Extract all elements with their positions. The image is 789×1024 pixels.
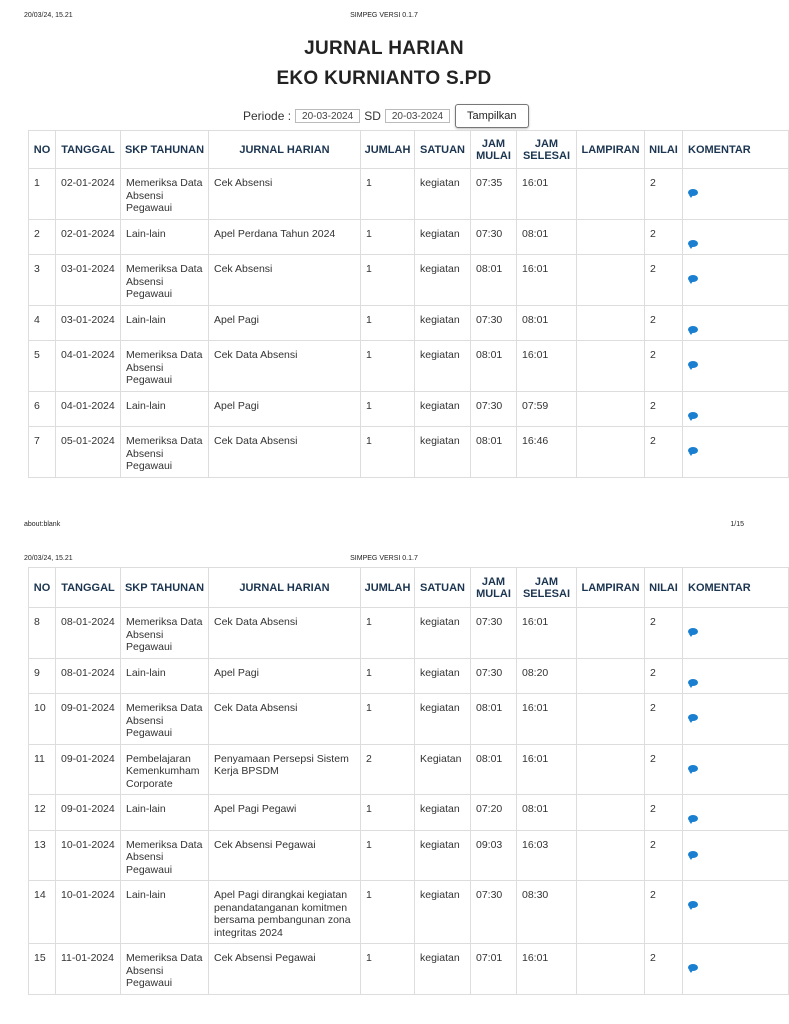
print-page-number: 1/15 xyxy=(730,521,744,528)
col-header-tanggal: TANGGAL xyxy=(56,131,121,169)
print-header-page1 xyxy=(24,12,744,24)
cell-komentar xyxy=(683,795,789,831)
cell-jurnal: Cek Data Absensi xyxy=(209,427,361,478)
cell-nilai: 2 xyxy=(645,169,683,220)
cell-lampiran xyxy=(577,944,645,995)
table-row xyxy=(29,658,789,694)
cell-skp: Pembelajaran Kemenkumham Corporate xyxy=(121,744,209,795)
cell-no: 12 xyxy=(29,795,56,831)
cell-satuan: kegiatan xyxy=(415,881,471,944)
cell-jam-selesai: 16:01 xyxy=(517,255,577,306)
cell-satuan: kegiatan xyxy=(415,219,471,255)
cell-no: 13 xyxy=(29,830,56,881)
cell-lampiran xyxy=(577,341,645,392)
cell-komentar xyxy=(683,341,789,392)
comment-bubble-icon[interactable] xyxy=(688,714,698,721)
cell-lampiran xyxy=(577,830,645,881)
cell-jam-selesai: 07:59 xyxy=(517,391,577,427)
cell-jumlah: 1 xyxy=(361,608,415,659)
cell-jumlah: 1 xyxy=(361,255,415,306)
cell-satuan: kegiatan xyxy=(415,694,471,745)
period-filter xyxy=(243,104,529,128)
cell-jam-mulai: 07:30 xyxy=(471,881,517,944)
cell-jam-mulai: 09:03 xyxy=(471,830,517,881)
cell-jumlah: 1 xyxy=(361,341,415,392)
employee-name: EKO KURNIANTO S.PD xyxy=(276,68,492,89)
cell-lampiran xyxy=(577,608,645,659)
cell-skp: Memeriksa Data Absensi Pegawaui xyxy=(121,255,209,306)
col-header-skp: SKP TAHUNAN xyxy=(121,131,209,169)
cell-jam-selesai: 08:01 xyxy=(517,795,577,831)
cell-satuan: Kegiatan xyxy=(415,744,471,795)
cell-jumlah: 1 xyxy=(361,830,415,881)
cell-jam-mulai: 07:30 xyxy=(471,608,517,659)
cell-nilai: 2 xyxy=(645,391,683,427)
table-row xyxy=(29,391,789,427)
cell-jumlah: 1 xyxy=(361,169,415,220)
cell-jam-mulai: 07:35 xyxy=(471,169,517,220)
cell-jam-selesai: 08:30 xyxy=(517,881,577,944)
cell-satuan: kegiatan xyxy=(415,658,471,694)
col-header-jam-mulai: JAM MULAI xyxy=(471,568,517,608)
cell-no: 4 xyxy=(29,305,56,341)
col-header-jurnal: JURNAL HARIAN xyxy=(209,568,361,608)
cell-jurnal: Apel Pagi Pegawi xyxy=(209,795,361,831)
cell-nilai: 2 xyxy=(645,744,683,795)
cell-no: 15 xyxy=(29,944,56,995)
cell-nilai: 2 xyxy=(645,427,683,478)
cell-jurnal: Cek Absensi Pegawai xyxy=(209,944,361,995)
cell-satuan: kegiatan xyxy=(415,944,471,995)
cell-satuan: kegiatan xyxy=(415,391,471,427)
col-header-jurnal: JURNAL HARIAN xyxy=(209,131,361,169)
cell-jurnal: Apel Perdana Tahun 2024 xyxy=(209,219,361,255)
cell-satuan: kegiatan xyxy=(415,608,471,659)
table-header-row xyxy=(29,131,789,169)
journal-table-page1-wrap xyxy=(28,130,751,496)
cell-nilai: 2 xyxy=(645,255,683,306)
table-row xyxy=(29,795,789,831)
table-row xyxy=(29,830,789,881)
table-row xyxy=(29,427,789,478)
cell-tanggal: 10-01-2024 xyxy=(56,881,121,944)
cell-tanggal: 02-01-2024 xyxy=(56,169,121,220)
cell-jumlah: 1 xyxy=(361,391,415,427)
comment-bubble-icon[interactable] xyxy=(688,765,698,772)
cell-no: 14 xyxy=(29,881,56,944)
cell-satuan: kegiatan xyxy=(415,255,471,306)
cell-jam-mulai: 08:01 xyxy=(471,694,517,745)
cell-no: 7 xyxy=(29,427,56,478)
table-row xyxy=(29,169,789,220)
cell-nilai: 2 xyxy=(645,305,683,341)
table-header-row xyxy=(29,568,789,608)
cell-jurnal: Penyamaan Persepsi Sistem Kerja BPSDM xyxy=(209,744,361,795)
table-row xyxy=(29,881,789,944)
cell-jurnal: Cek Absensi xyxy=(209,169,361,220)
cell-tanggal: 04-01-2024 xyxy=(56,341,121,392)
cell-no: 10 xyxy=(29,694,56,745)
cell-skp: Memeriksa Data Absensi Pegawaui xyxy=(121,830,209,881)
cell-nilai: 2 xyxy=(645,608,683,659)
cell-tanggal: 09-01-2024 xyxy=(56,795,121,831)
cell-satuan: kegiatan xyxy=(415,795,471,831)
print-app-version: SIMPEG VERSI 0.1.7 xyxy=(350,555,418,562)
print-url: about:blank xyxy=(24,521,61,528)
comment-bubble-icon[interactable] xyxy=(688,815,698,822)
col-header-skp: SKP TAHUNAN xyxy=(121,568,209,608)
col-header-no: NO xyxy=(29,131,56,169)
cell-jam-selesai: 16:46 xyxy=(517,427,577,478)
cell-lampiran xyxy=(577,881,645,944)
cell-jam-mulai: 07:20 xyxy=(471,795,517,831)
cell-no: 3 xyxy=(29,255,56,306)
cell-jam-mulai: 07:30 xyxy=(471,219,517,255)
cell-jam-mulai: 07:30 xyxy=(471,658,517,694)
cell-komentar xyxy=(683,391,789,427)
comment-bubble-icon[interactable] xyxy=(688,361,698,368)
cell-komentar xyxy=(683,658,789,694)
col-header-jam-selesai: JAM SELESAI xyxy=(517,568,577,608)
cell-jam-selesai: 08:01 xyxy=(517,219,577,255)
cell-skp: Lain-lain xyxy=(121,391,209,427)
comment-bubble-icon[interactable] xyxy=(688,326,698,333)
cell-jam-mulai: 08:01 xyxy=(471,341,517,392)
cell-skp: Lain-lain xyxy=(121,795,209,831)
cell-jam-selesai: 16:01 xyxy=(517,694,577,745)
col-header-jam-mulai: JAM MULAI xyxy=(471,131,517,169)
cell-tanggal: 09-01-2024 xyxy=(56,744,121,795)
cell-tanggal: 03-01-2024 xyxy=(56,305,121,341)
comment-bubble-icon[interactable] xyxy=(688,851,698,858)
cell-tanggal: 11-01-2024 xyxy=(56,944,121,995)
cell-no: 2 xyxy=(29,219,56,255)
cell-nilai: 2 xyxy=(645,341,683,392)
cell-lampiran xyxy=(577,694,645,745)
cell-no: 1 xyxy=(29,169,56,220)
journal-table-page2-wrap xyxy=(28,567,751,1024)
cell-lampiran xyxy=(577,391,645,427)
comment-bubble-icon[interactable] xyxy=(688,901,698,908)
cell-jumlah: 1 xyxy=(361,305,415,341)
col-header-jam-selesai: JAM SELESAI xyxy=(517,131,577,169)
comment-bubble-icon[interactable] xyxy=(688,412,698,419)
col-header-no: NO xyxy=(29,568,56,608)
cell-jurnal: Apel Pagi xyxy=(209,305,361,341)
cell-jurnal: Cek Data Absensi xyxy=(209,608,361,659)
cell-skp: Memeriksa Data Absensi Pegawaui xyxy=(121,694,209,745)
cell-nilai: 2 xyxy=(645,944,683,995)
comment-bubble-icon[interactable] xyxy=(688,679,698,686)
cell-jam-mulai: 07:30 xyxy=(471,305,517,341)
cell-komentar xyxy=(683,255,789,306)
cell-jumlah: 1 xyxy=(361,881,415,944)
cell-no: 9 xyxy=(29,658,56,694)
cell-jumlah: 1 xyxy=(361,944,415,995)
cell-tanggal: 04-01-2024 xyxy=(56,391,121,427)
col-header-satuan: SATUAN xyxy=(415,131,471,169)
period-to-input[interactable]: 20-03-2024 xyxy=(385,109,450,123)
cell-komentar xyxy=(683,830,789,881)
cell-jurnal: Cek Data Absensi xyxy=(209,694,361,745)
cell-skp: Memeriksa Data Absensi Pegawaui xyxy=(121,169,209,220)
cell-jam-mulai: 07:01 xyxy=(471,944,517,995)
period-label: Periode : xyxy=(243,109,292,123)
cell-lampiran xyxy=(577,744,645,795)
cell-jumlah: 1 xyxy=(361,795,415,831)
cell-skp: Lain-lain xyxy=(121,881,209,944)
cell-jurnal: Apel Pagi xyxy=(209,658,361,694)
cell-lampiran xyxy=(577,305,645,341)
cell-satuan: kegiatan xyxy=(415,830,471,881)
cell-jurnal: Cek Absensi Pegawai xyxy=(209,830,361,881)
period-sd-label: SD xyxy=(364,109,381,123)
cell-jam-selesai: 16:03 xyxy=(517,830,577,881)
col-header-komentar: KOMENTAR xyxy=(683,131,789,169)
journal-table xyxy=(28,130,789,478)
cell-komentar xyxy=(683,608,789,659)
cell-nilai: 2 xyxy=(645,881,683,944)
cell-tanggal: 08-01-2024 xyxy=(56,608,121,659)
cell-jam-selesai: 16:01 xyxy=(517,608,577,659)
cell-jumlah: 2 xyxy=(361,744,415,795)
cell-no: 8 xyxy=(29,608,56,659)
cell-nilai: 2 xyxy=(645,219,683,255)
cell-tanggal: 02-01-2024 xyxy=(56,219,121,255)
cell-jam-selesai: 16:01 xyxy=(517,744,577,795)
comment-bubble-icon[interactable] xyxy=(688,189,698,196)
cell-jam-selesai: 08:20 xyxy=(517,658,577,694)
comment-bubble-icon[interactable] xyxy=(688,628,698,635)
cell-jurnal: Apel Pagi dirangkai kegiatan penandatanganan komitmen bersama pembangunan zona integritas 2024 xyxy=(209,881,361,944)
cell-jam-selesai: 08:01 xyxy=(517,305,577,341)
cell-jam-mulai: 07:30 xyxy=(471,391,517,427)
print-header-page2 xyxy=(24,555,744,567)
print-datetime: 20/03/24, 15.21 xyxy=(24,12,73,19)
page-title: JURNAL HARIAN xyxy=(304,38,464,59)
table-row xyxy=(29,305,789,341)
cell-komentar xyxy=(683,219,789,255)
col-header-jumlah: JUMLAH xyxy=(361,131,415,169)
cell-tanggal: 05-01-2024 xyxy=(56,427,121,478)
cell-satuan: kegiatan xyxy=(415,427,471,478)
cell-jurnal: Cek Absensi xyxy=(209,255,361,306)
comment-bubble-icon[interactable] xyxy=(688,447,698,454)
cell-tanggal: 09-01-2024 xyxy=(56,694,121,745)
cell-jumlah: 1 xyxy=(361,219,415,255)
cell-jurnal: Cek Data Absensi xyxy=(209,341,361,392)
col-header-jumlah: JUMLAH xyxy=(361,568,415,608)
cell-lampiran xyxy=(577,255,645,306)
cell-jumlah: 1 xyxy=(361,658,415,694)
print-datetime: 20/03/24, 15.21 xyxy=(24,555,73,562)
table-row xyxy=(29,255,789,306)
print-app-version: SIMPEG VERSI 0.1.7 xyxy=(350,12,418,19)
cell-komentar xyxy=(683,427,789,478)
cell-tanggal: 08-01-2024 xyxy=(56,658,121,694)
cell-lampiran xyxy=(577,658,645,694)
cell-satuan: kegiatan xyxy=(415,169,471,220)
col-header-tanggal: TANGGAL xyxy=(56,568,121,608)
cell-jam-selesai: 16:01 xyxy=(517,341,577,392)
cell-jurnal: Apel Pagi xyxy=(209,391,361,427)
period-from-input[interactable]: 20-03-2024 xyxy=(295,109,360,123)
cell-nilai: 2 xyxy=(645,830,683,881)
cell-nilai: 2 xyxy=(645,694,683,745)
show-button[interactable]: Tampilkan xyxy=(455,104,529,128)
cell-tanggal: 03-01-2024 xyxy=(56,255,121,306)
col-header-komentar: KOMENTAR xyxy=(683,568,789,608)
journal-table xyxy=(28,567,789,995)
cell-jam-selesai: 16:01 xyxy=(517,944,577,995)
col-header-lampiran: LAMPIRAN xyxy=(577,131,645,169)
cell-skp: Memeriksa Data Absensi Pegawaui xyxy=(121,608,209,659)
table-row xyxy=(29,219,789,255)
cell-jam-mulai: 08:01 xyxy=(471,744,517,795)
cell-lampiran xyxy=(577,169,645,220)
table-row xyxy=(29,608,789,659)
cell-komentar xyxy=(683,305,789,341)
cell-lampiran xyxy=(577,795,645,831)
cell-skp: Lain-lain xyxy=(121,658,209,694)
cell-skp: Memeriksa Data Absensi Pegawaui xyxy=(121,427,209,478)
cell-lampiran xyxy=(577,219,645,255)
cell-tanggal: 10-01-2024 xyxy=(56,830,121,881)
print-footer-page1 xyxy=(24,521,744,533)
cell-satuan: kegiatan xyxy=(415,341,471,392)
cell-skp: Lain-lain xyxy=(121,219,209,255)
cell-jam-mulai: 08:01 xyxy=(471,427,517,478)
cell-satuan: kegiatan xyxy=(415,305,471,341)
col-header-lampiran: LAMPIRAN xyxy=(577,568,645,608)
table-row xyxy=(29,744,789,795)
cell-jam-selesai: 16:01 xyxy=(517,169,577,220)
cell-komentar xyxy=(683,694,789,745)
cell-no: 6 xyxy=(29,391,56,427)
comment-bubble-icon[interactable] xyxy=(688,240,698,247)
table-row xyxy=(29,341,789,392)
cell-lampiran xyxy=(577,427,645,478)
table-row xyxy=(29,944,789,995)
cell-skp: Lain-lain xyxy=(121,305,209,341)
comment-bubble-icon[interactable] xyxy=(688,964,698,971)
cell-komentar xyxy=(683,744,789,795)
cell-komentar xyxy=(683,944,789,995)
cell-no: 5 xyxy=(29,341,56,392)
cell-skp: Memeriksa Data Absensi Pegawaui xyxy=(121,341,209,392)
cell-skp: Memeriksa Data Absensi Pegawaui xyxy=(121,944,209,995)
cell-jumlah: 1 xyxy=(361,427,415,478)
table-row xyxy=(29,694,789,745)
cell-jumlah: 1 xyxy=(361,694,415,745)
col-header-satuan: SATUAN xyxy=(415,568,471,608)
cell-no: 11 xyxy=(29,744,56,795)
col-header-nilai: NILAI xyxy=(645,131,683,169)
cell-nilai: 2 xyxy=(645,795,683,831)
cell-jam-mulai: 08:01 xyxy=(471,255,517,306)
cell-komentar xyxy=(683,881,789,944)
comment-bubble-icon[interactable] xyxy=(688,275,698,282)
cell-nilai: 2 xyxy=(645,658,683,694)
cell-komentar xyxy=(683,169,789,220)
col-header-nilai: NILAI xyxy=(645,568,683,608)
